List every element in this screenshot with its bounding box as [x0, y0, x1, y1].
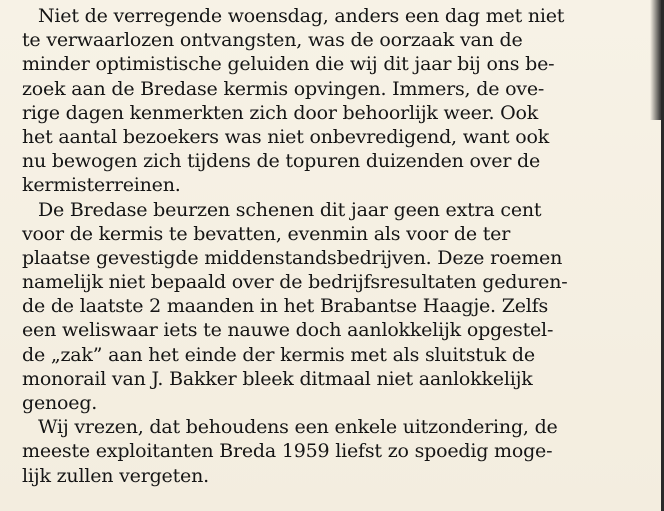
- text-line: lijk zullen vergeten.: [22, 464, 209, 487]
- paragraph-1: [22, 4, 654, 198]
- text-line: De Bredase beurzen schenen dit jaar geen extra cent: [38, 198, 542, 221]
- text-line: minder optimistische geluiden die wij dit jaar bij ons be-: [22, 53, 555, 76]
- text-line: het aantal bezoekers was niet onbevredigend, want ook: [22, 125, 550, 148]
- text-line: voor de kermis te bevatten, evenmin als voor de ter: [22, 222, 511, 245]
- text-line: monorail van J. Bakker bleek ditmaal niet aanlokkelijk: [22, 367, 533, 390]
- text-line: genoeg.: [22, 392, 98, 414]
- text-line: zoek aan de Bredase kermis opvingen. Immers, de ove-: [22, 77, 545, 100]
- text-line: de „zak” aan het einde der kermis met als sluitstuk de: [22, 343, 535, 366]
- text-line: rige dagen kenmerkten zich door behoorlijk weer. Ook: [22, 101, 539, 124]
- text-line: Wij vrezen, dat behoudens een enkele uitzondering, de: [38, 416, 558, 439]
- text-line: plaatse gevestigde middenstandsbedrijven. Deze roemen: [22, 246, 563, 269]
- text-line: namelijk niet bepaald over de bedrijfsresultaten geduren-: [22, 271, 568, 294]
- text-line: meeste exploitanten Breda 1959 liefst zo spoedig moge-: [22, 440, 553, 463]
- text-line: kermisterreinen.: [22, 174, 181, 197]
- text-line: de de laatste 2 maanden in het Brabantse Haagje. Zelfs: [22, 295, 549, 318]
- article-text: [22, 4, 654, 488]
- paragraph-2: [22, 198, 654, 416]
- text-line: Niet de verregende woensdag, anders een dag met niet: [38, 5, 565, 27]
- text-line: te verwaarlozen ontvangsten, was de oorzaak van de: [22, 29, 523, 52]
- text-line: een weliswaar iets te nauwe doch aanlokkelijk opgestel-: [22, 319, 554, 342]
- paragraph-3: [22, 415, 654, 488]
- text-line: nu bewogen zich tijdens de topuren duizenden over de: [22, 150, 541, 173]
